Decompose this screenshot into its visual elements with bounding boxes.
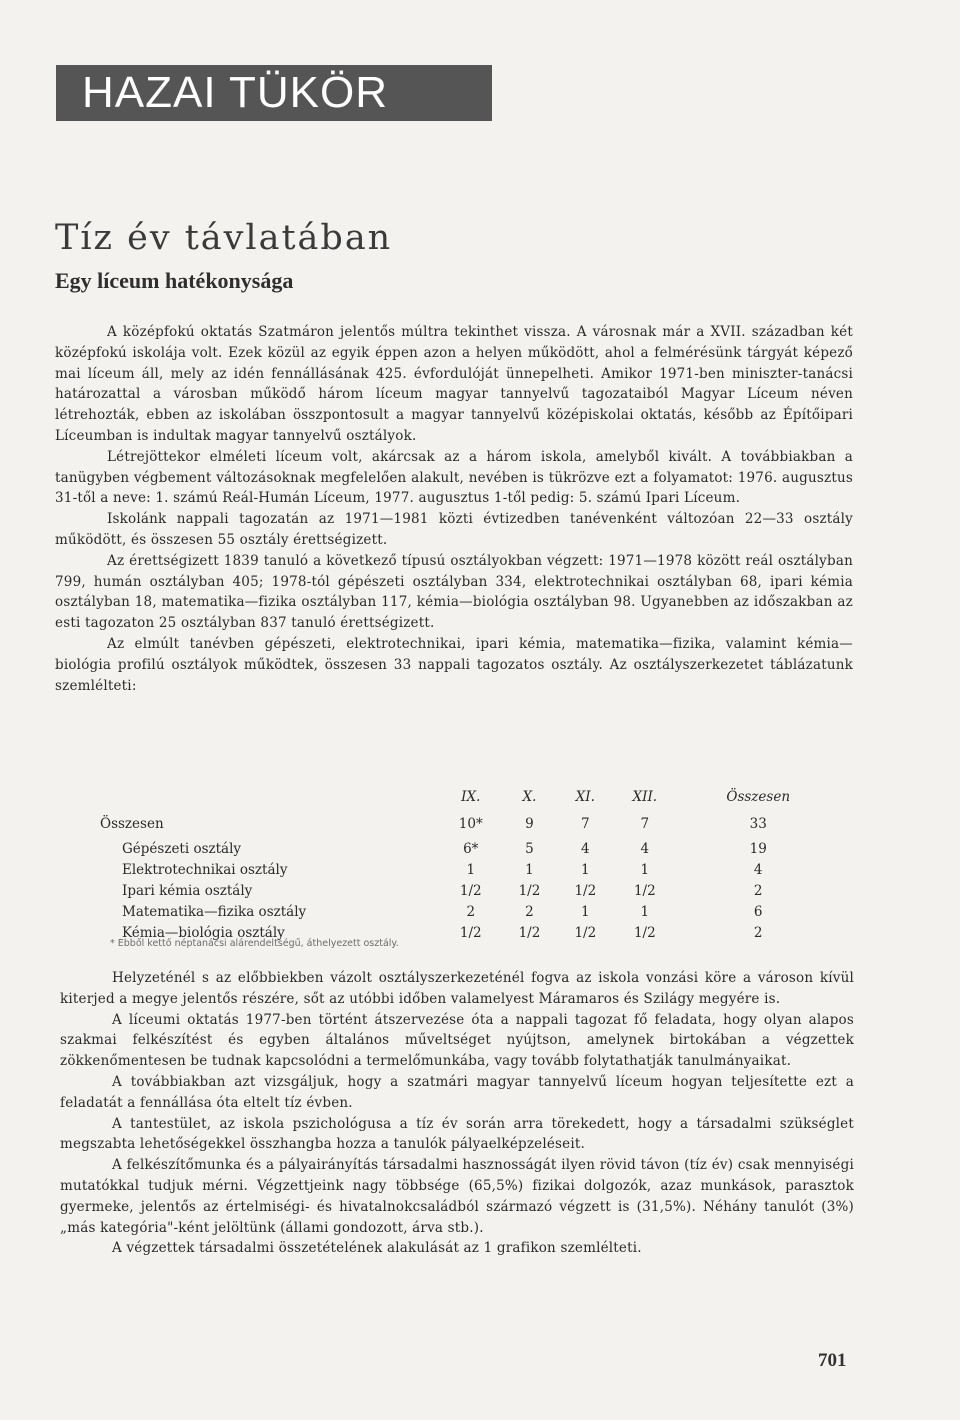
table-header-cell: XII. [632, 789, 658, 805]
table-row [100, 901, 840, 922]
paragraph: A továbbiakban azt vizsgáljuk, hogy a szatmári magyar tannyelvű líceum hogyan teljesítette ezt a feladatát a fennállása óta eltelt tíz évben. [60, 1073, 854, 1111]
table-cell: 2 [753, 924, 763, 941]
article-body-rest [60, 968, 854, 1259]
section-banner: HAZAI TÜKÖR [56, 65, 492, 121]
table-cell: 1 [640, 903, 650, 920]
table-cell: 7 [640, 816, 650, 832]
table-cell: 7 [581, 816, 590, 832]
table-row [100, 880, 840, 901]
table-cell: 1/2 [518, 882, 541, 899]
table-header-row [100, 784, 840, 810]
table-header-cell: IX. [461, 789, 481, 805]
table-cell: 6* [463, 840, 479, 857]
table-header-cell: X. [522, 789, 537, 805]
table-cell: 5 [525, 840, 534, 857]
table-cell: 1/2 [574, 882, 597, 899]
table-cell: 9 [525, 816, 534, 832]
row-label: Matematika—fizika osztály [122, 903, 307, 920]
article-body-intro [55, 322, 853, 696]
article-subtitle: Egy líceum hatékonysága [55, 268, 294, 293]
table-row [100, 859, 840, 880]
paragraph: A felkészítőmunka és a pályairányítás társadalmi hasznosságát ilyen rövid távon (tíz év) csak mennyiségi mutatókkal tudjuk mérni. Végzettjeink nagy többsége (65,5%) fizikai dolgozók, azaz munkások, parasztok gyermeke, jelentős az értelmiségi- és hivatalnokcsaládból származó végzett is (31,5%). Néhány tanulót (3%) „más kategória"-ként jelöltünk (állami gondozott, árva stb.). [60, 1157, 854, 1236]
table-cell: 4 [640, 840, 650, 857]
table-cell: 4 [581, 840, 590, 857]
table-header-cell: Összesen [726, 789, 791, 805]
table-cell: 1/2 [459, 882, 482, 899]
table-cell: 6 [753, 903, 763, 920]
paragraph: A líceumi oktatás 1977-ben történt átszervezése óta a nappali tagozat fő feladata, hogy olyan alapos szakmai felkészítést és egyben általános műveltséget nyújtson, amelynek birtokában a végzettek zökkenőmentesen be tudnak kapcsolódni a termelőmunkába, vagy tovább folytathatják tanulmányaikat. [60, 1011, 854, 1070]
table-cell: 2 [753, 882, 763, 899]
table-cell: 1/2 [459, 924, 482, 941]
row-label: Elektrotechnikai osztály [122, 861, 288, 878]
table-cell: 1 [581, 903, 590, 920]
paragraph: A tantestület, az iskola pszichológusa a tíz év során arra törekedett, hogy a társadalmi szükséglet megszabta lehetőségekkel összhangba hozza a tanulók pályaelképzeléseit. [60, 1115, 854, 1153]
paragraph: Az elmúlt tanévben gépészeti, elektrotechnikai, ipari kémia, matematika—fizika, valamint kémia—biológia profilú osztályok működtek, összesen 33 nappali tagozatos osztály. Az osztályszerkezetet táblázatunk szemlélteti: [55, 635, 853, 694]
table-cell: 1 [581, 861, 590, 878]
table-cell: 33 [749, 816, 767, 832]
table-cell: 1/2 [518, 924, 541, 941]
table-cell: 1 [525, 861, 534, 878]
table-cell: 1 [640, 861, 650, 878]
paragraph: A középfokú oktatás Szatmáron jelentős múltra tekinthet vissza. A városnak már a XVII. században két középfokú iskolája volt. Ezek közül az egyik éppen azon a helyen működött, ahol a felmérésünk tárgyát képező mai líceum áll, mely az idén fennállásának 425. évfordulóját ünnepelheti. Amikor 1971-ben miniszter-tanácsi határozattal a városban működő három líceum magyar tannyelvű tagozataiból Magyar Líceum néven létrehozták, ebben az iskolában összpontosult a magyar tannyelvű középiskolai oktatás, később az Építőipari Líceumban is indultak magyar tannyelvű osztályok. [55, 324, 853, 444]
table-header-cell: XI. [575, 789, 595, 805]
class-structure-table [100, 784, 840, 943]
table-cell: 2 [525, 903, 534, 920]
table-cell: 19 [749, 840, 767, 857]
paragraph: Létrejöttekor elméleti líceum volt, akárcsak az a három iskola, amelyből kivált. A továbbiakban a tanügyben végbement változásoknak megfelelően alakult, nevében is tükrözve ezt a folyamatot: 1976. augusztus 31-től a neve: 1. számú Reál-Humán Líceum, 1977. augusztus 1-től pedig: 5. számú Ipari Líceum. [55, 448, 853, 507]
row-label: Kémia—biológia osztály [122, 924, 285, 941]
table-footnote: * Ebből kettő néptanácsi alárendeltségű, áthelyezett osztály. [110, 938, 399, 949]
table-cell: 2 [466, 903, 476, 920]
table-header-cell [100, 784, 440, 810]
table-row [100, 838, 840, 859]
table-cell: 1/2 [574, 924, 597, 941]
table-cell: 1/2 [633, 882, 656, 899]
paragraph: Helyzeténél s az előbbiekben vázolt osztályszerkezeténél fogva az iskola vonzási köre a városon kívül kiterjed a megye jelentős részére, sőt az utóbbi időben valamelyest Máramaros és Szilágy megyére is. [60, 970, 854, 1007]
row-label: Ipari kémia osztály [122, 882, 253, 899]
table-cell: 4 [753, 861, 763, 878]
table-cell: 1 [466, 861, 476, 878]
table-row [100, 810, 840, 838]
paragraph: A végzettek társadalmi összetételének alakulását az 1 grafikon szemlélteti. [112, 1240, 642, 1257]
row-label: Összesen [100, 816, 164, 832]
table-cell: 10* [458, 816, 483, 832]
paragraph: Az érettségizett 1839 tanuló a következő típusú osztályokban végzett: 1971—1978 között reál osztályban 799, humán osztályban 405; 1978-tól gépészeti osztályban 334, elektrotechnikai osztályban 68, ipari kémia osztályban 18, matematika—fizika osztályban 117, kémia—biológia osztályban 98. Ugyanebben az időszakban az esti tagozaton 25 osztályban 837 tanuló érettségizett. [55, 552, 853, 632]
paragraph: Iskolánk nappali tagozatán az 1971—1981 közti évtizedben tanévenként változóan 22—33 osztály működött, és összesen 55 osztály érettségizett. [55, 511, 853, 548]
table-cell: 1/2 [633, 924, 656, 941]
page-number: 701 [818, 1350, 847, 1371]
row-label: Gépészeti osztály [122, 840, 242, 857]
article-title: Tíz év távlatában [55, 218, 393, 258]
